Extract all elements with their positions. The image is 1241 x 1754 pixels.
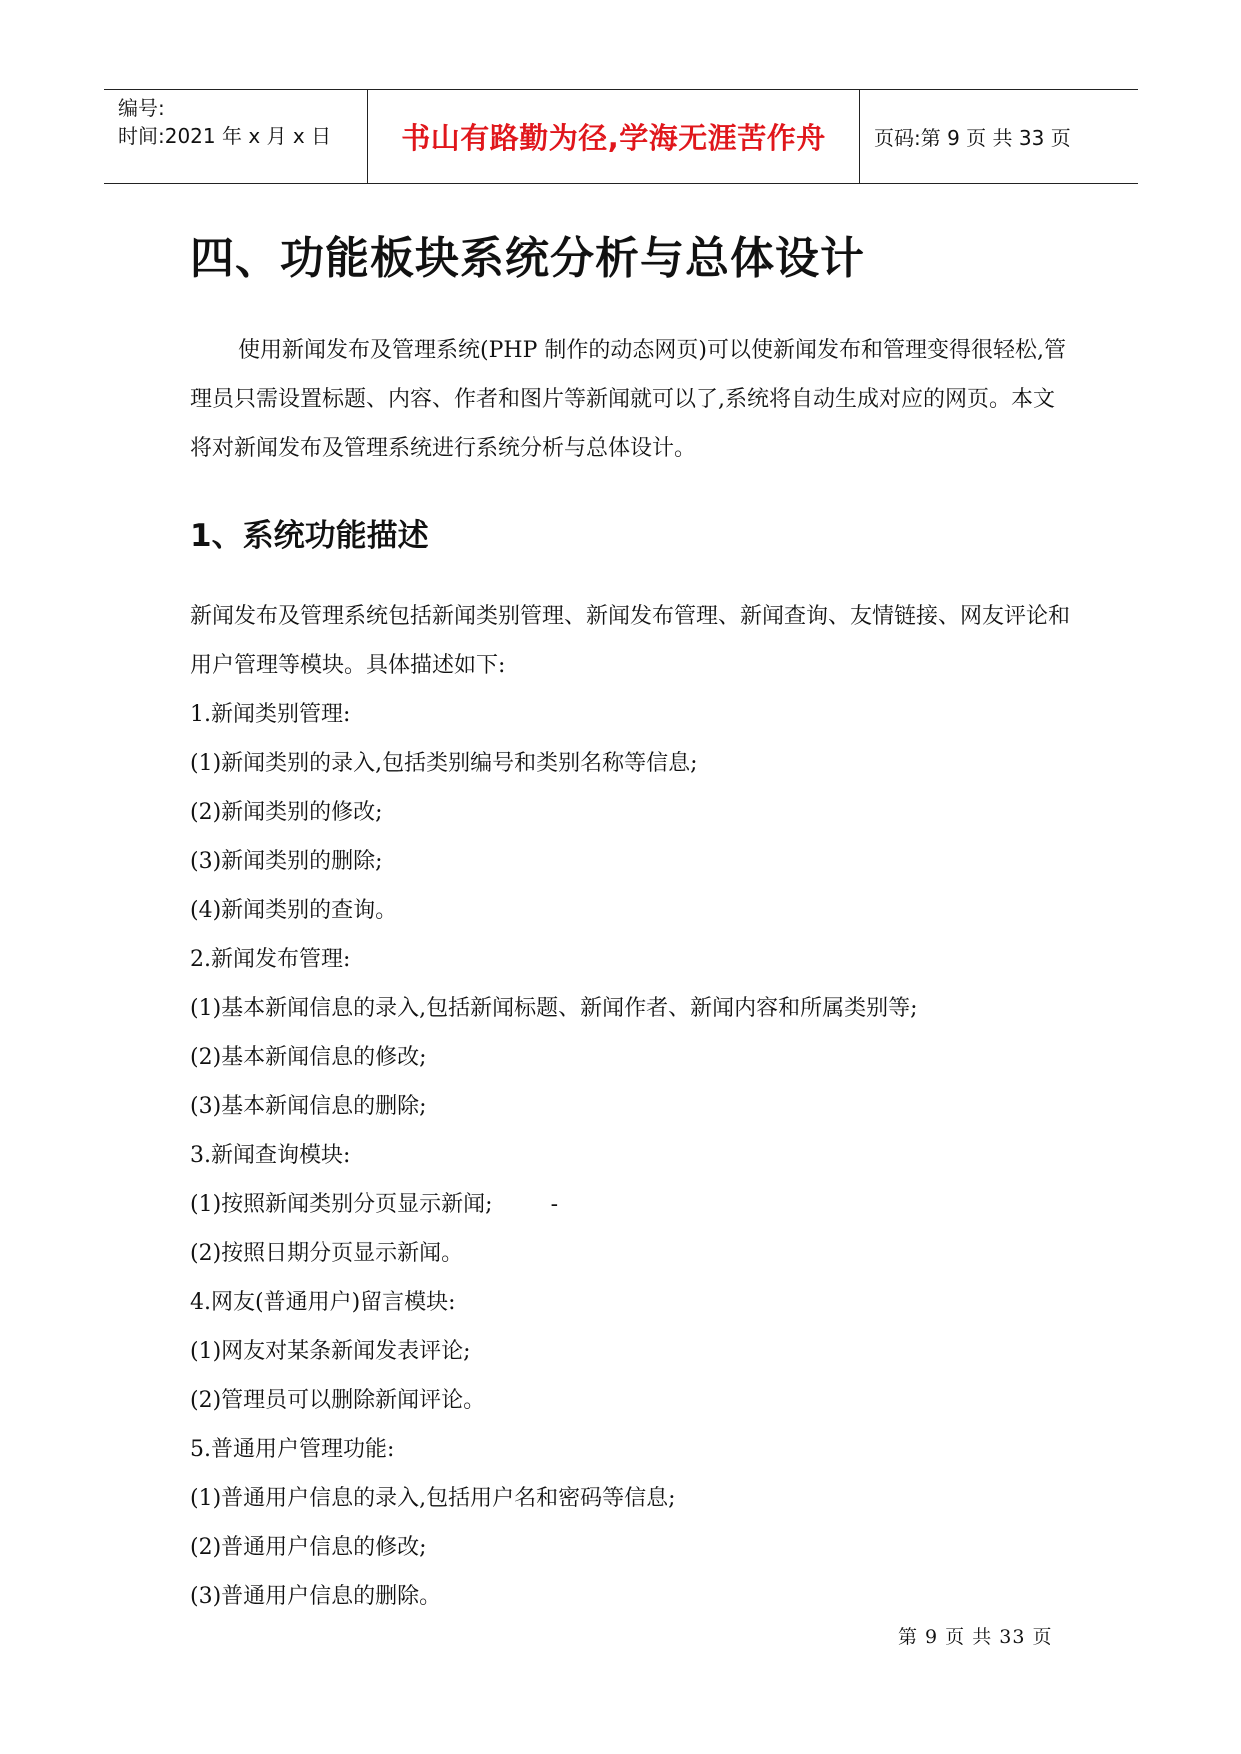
- list-item: (1)新闻类别的录入,包括类别编号和类别名称等信息;: [190, 751, 698, 776]
- list-item: (1)网友对某条新闻发表评论;: [190, 1339, 471, 1364]
- list-item: 4.网友(普通用户)留言模块:: [190, 1290, 456, 1315]
- list-item: (1)按照新闻类别分页显示新闻; -: [190, 1180, 918, 1229]
- stray-mark: -: [550, 1192, 559, 1217]
- list-item: (2)普通用户信息的修改;: [190, 1535, 427, 1560]
- page-footer: 第 9 页 共 33 页: [898, 1626, 1053, 1648]
- document-time-label: 时间:2021 年 x 月 x 日: [118, 124, 332, 148]
- header-meta: [104, 90, 368, 183]
- list-item: (1)基本新闻信息的录入,包括新闻标题、新闻作者、新闻内容和所属类别等;: [190, 996, 918, 1021]
- list-item: (3)普通用户信息的删除。: [190, 1584, 442, 1609]
- list-item: 3.新闻查询模块:: [190, 1143, 351, 1168]
- list-item: (2)管理员可以删除新闻评论。: [190, 1388, 486, 1413]
- list-item: (2)基本新闻信息的修改;: [190, 1045, 427, 1070]
- header-page-info: 页码:第 9 页 共 33 页: [874, 126, 1071, 150]
- list-item: (3)新闻类别的删除;: [190, 849, 383, 874]
- list-item: (1)普通用户信息的录入,包括用户名和密码等信息;: [190, 1486, 676, 1511]
- list-item: 1.新闻类别管理:: [190, 702, 351, 727]
- list-item: (3)基本新闻信息的删除;: [190, 1094, 427, 1119]
- list-item: (2)按照日期分页显示新闻。: [190, 1241, 464, 1266]
- header-motto: 书山有路勤为径,学海无涯苦作舟: [368, 90, 860, 183]
- section-heading: 1、系统功能描述: [190, 518, 429, 554]
- intro-paragraph: 使用新闻发布及管理系统(PHP 制作的动态网页)可以使新闻发布和管理变得很轻松,管理员只需设置标题、内容、作者和图片等新闻就可以了,系统将自动生成对应的网页。本文将对新闻发布及管理系统进行系统分析与总体设计。: [190, 338, 1066, 461]
- document-number-label: 编号:: [118, 96, 165, 120]
- list-item: (2)新闻类别的修改;: [190, 800, 383, 825]
- chapter-title: 四、功能板块系统分析与总体设计: [190, 233, 865, 284]
- section-paragraph: 新闻发布及管理系统包括新闻类别管理、新闻发布管理、新闻查询、友情链接、网友评论和用户管理等模块。具体描述如下:: [190, 604, 1071, 678]
- function-list: [190, 690, 918, 1621]
- list-item: (4)新闻类别的查询。: [190, 898, 398, 923]
- page-header: [104, 89, 1138, 184]
- list-item: 2.新闻发布管理:: [190, 947, 351, 972]
- list-item: 5.普通用户管理功能:: [190, 1437, 395, 1462]
